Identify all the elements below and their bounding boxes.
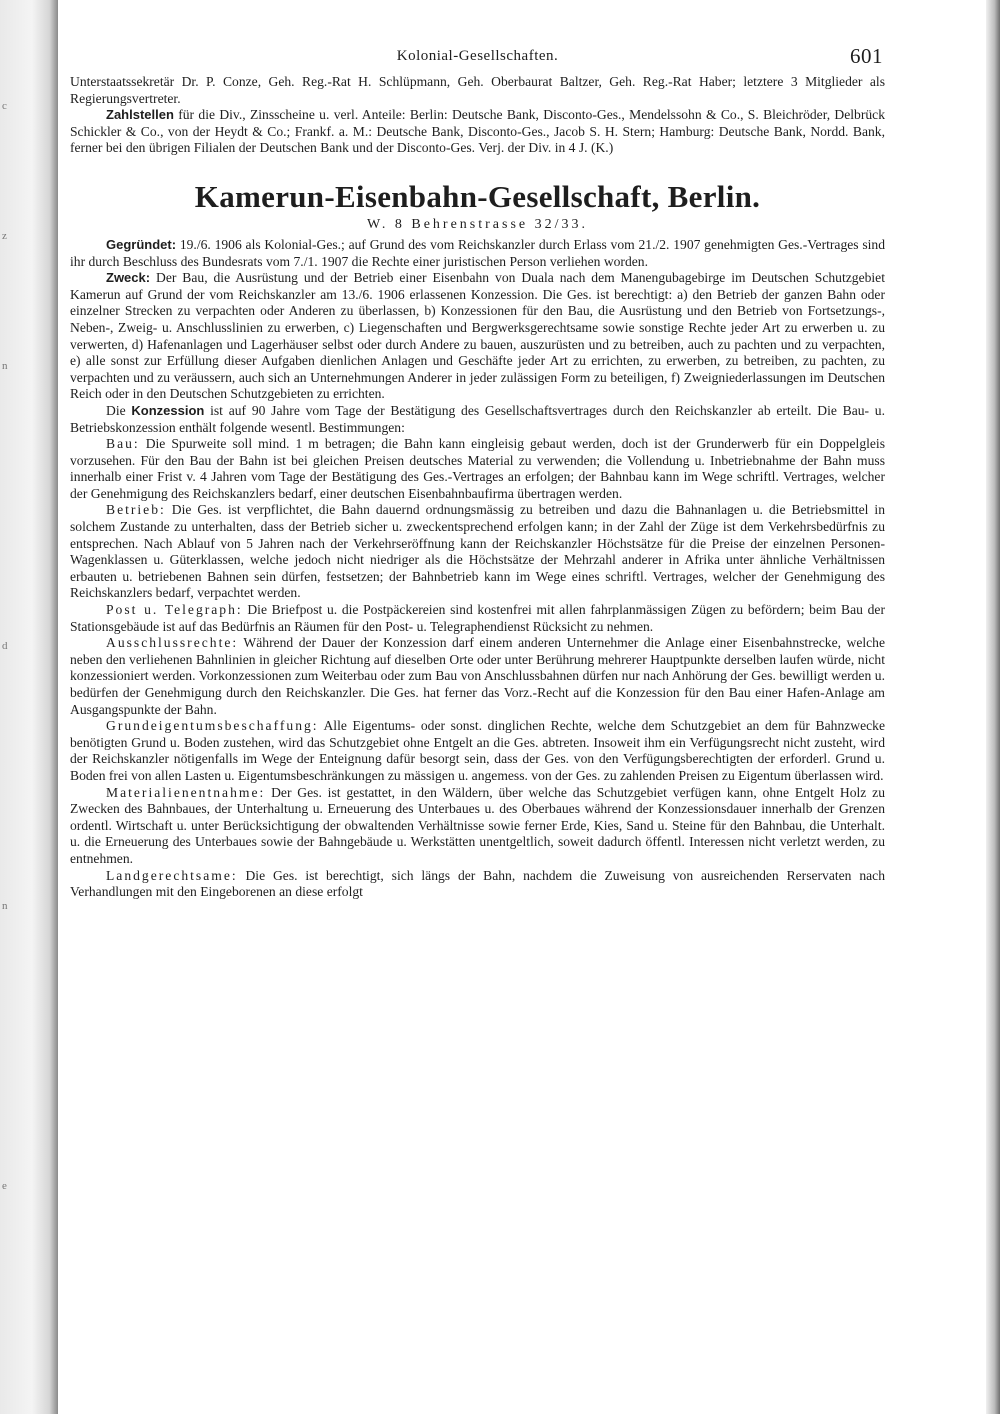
adjacent-page-fragment: c xyxy=(2,100,8,112)
intro-board-paragraph: Unterstaatssekretär Dr. P. Conze, Geh. Reg.-Rat H. Schlüpmann, Geh. Oberbaurat Baltzer, Geh. Reg.-Rat Haber; letztere 3 Mitglieder als Regierungsvertreter. xyxy=(70,74,885,106)
adjacent-page-fragment: e xyxy=(2,1180,8,1192)
zahlstellen-paragraph xyxy=(70,107,885,157)
header-title: Kolonial-Gesellschaften. xyxy=(396,48,559,64)
company-heading: Kamerun-Eisenbahn-Gesellschaft, Berlin. xyxy=(194,178,761,214)
bau-label: Bau: xyxy=(106,436,140,452)
materialien-paragraph xyxy=(70,785,885,868)
post-paragraph xyxy=(70,602,885,635)
book-edge-shadow xyxy=(986,0,1000,1414)
adjacent-page-fragment: n xyxy=(2,900,9,912)
landgerechtsame-label: Landgerechtsame: xyxy=(106,867,238,883)
konzession-label: Konzession xyxy=(131,402,205,418)
page-content xyxy=(70,40,885,901)
page-number: 601 xyxy=(850,44,883,68)
konzession-text: ist auf 90 Jahre vom Tage der Bestätigung des Gesellschaftsvertrages durch den Reichskanzler ab erteilt. Die Bau- u. Betriebskonzession enthält folgende wesentl. Bestimmungen: xyxy=(70,402,886,435)
grundeigentum-label: Grundeigentumsbeschaffung: xyxy=(106,718,319,734)
grundeigentum-text: Alle Eigentums- oder sonst. dinglichen Rechte, welche dem Schutzgebiet an dem für Bahnzwecke benötigten Grund u. Boden zustehen, wird das Schutzgebiet ohne Entgelt an die Ges. abtreten. Insoweit ihm ein Verfügungsrecht nicht zusteht, wird der Reichskanzler nötigenfalls im Wege der Enteignung dafür besorgt sein, dass der Ges. von den Verfügungsberechtigten der erforderl. Grund u. Boden frei von allen Lasten u. Eigentumsbeschränkungen zu mässigen u. angemess. von der Ges. zu zahlenden Preisen zu Eigentum überlassen wird. xyxy=(70,718,885,783)
landgerechtsame-text: Die Ges. ist berechtigt, sich längs der Bahn, nachdem die Zuweisung von ausreichenden Rerservaten nach Verhandlungen mit den Eingeborenen an diese erfolgt xyxy=(70,867,885,900)
landgerechtsame-paragraph xyxy=(70,868,885,901)
ausschlussrechte-paragraph xyxy=(70,635,885,718)
betrieb-text: Die Ges. ist verpflichtet, die Bahn dauernd ordnungsmässig zu betreiben und dazu die Bahnanlagen u. die Betriebsmittel in solchem Zustande zu unterhalten, dass der Betrieb sicher u. zweckentsprechend erfolgen kann; in der Zahl der Züge ist dem Verkehrsbedürfnis zu entsprechen. Nach Ablauf von 5 Jahren nach der Verkehrseröffnung kann der Reichskanzler Höchstsätze für die Preise der einzelnen Personen-Wagenklassen u. Güterklassen, welche jedoch nicht niedriger als die Höchstsätze der Mehrzahl anderer in Afrika unter ähnliche Verhältnissen erbauten u. betriebenen Bahnen sein dürfen, festsetzen; der Bahnbetrieb kann im Wege eines schriftl. Vertrages, welcher der Genehmigung des Reichskanzlers bedarf, verpachtet werden. xyxy=(70,502,885,601)
konzession-prefix: Die xyxy=(106,402,132,418)
adjacent-page-fragment: n xyxy=(2,360,9,372)
zweck-paragraph xyxy=(70,270,885,403)
zweck-text: Der Bau, die Ausrüstung und der Betrieb einer Eisenbahn von Duala nach dem Manengubagebirge im Deutschen Schutzgebiet Kamerun auf Grund der vom Reichskanzler am 13./6. 1906 erlassenen Konzession. Die Ges. ist berechtigt: a) den Betrieb der ganzen Bahn oder einzelner Strecken zu verpachten oder Anderen zu überlassen, b) Konzessionen für den Bau, die Ausrüstung und den Betrieb von Fortsetzungs-, Neben-, Zweig- u. Anschlusslinien zu erwerben, c) Liegenschaften und Bergwerksgerechtsame sowie sonstige Rechte jeder Art zu erwerben u. zu verwerten, d) Hafenanlagen und Lagerhäuser selbst oder durch Andere zu bauen, auszurüsten und zu betreiben, auch zu pachten und zu verpachten, e) alle sonst zur Erfüllung dieser Aufgaben dienlichen Anlagen und Geschäfte jeder Art zu errichten, zu erwerben, zu betreiben, zu pachten, zu verpachten und zu veräussern, auch sich an Unternehmungen Anderer in jeder zulässigen Form zu beteiligen, f) Zweigniederlassungen im Deutschen Reich oder in den Deutschen Schutzgebieten zu errichten. xyxy=(70,270,885,402)
running-header xyxy=(70,40,885,74)
adjacent-page-fragment: z xyxy=(2,230,8,242)
gegruendet-text: 19./6. 1906 als Kolonial-Ges.; auf Grund des vom Reichskanzler durch Erlass vom 21./2. 1907 genehmigten Ges.-Vertrages sind ihr durch Beschluss des Bundesrats vom 7./1. 1907 die Rechte einer juristischen Person verliehen worden. xyxy=(70,236,885,269)
gegruendet-label: Gegründet: xyxy=(106,236,177,252)
betrieb-label: Betrieb: xyxy=(106,502,166,518)
company-address: W. 8 Behrenstrasse 32/33. xyxy=(366,216,589,232)
post-label: Post u. Telegraph: xyxy=(106,602,243,618)
betrieb-paragraph xyxy=(70,502,885,602)
zahlstellen-label: Zahlstellen xyxy=(106,107,174,123)
materialien-text: Der Ges. ist gestattet, in den Wäldern, über welche das Schutzgebiet verfügen kann, ohne Entgelt Holz zu Zwecken des Bahnbaues, der Unterhaltung u. Erneuerung des Unterbaues u. des Oberbaues während der Konzessionsdauer innerhalb der Grenzen ordentl. Wirtschaft u. unter Berücksichtigung der obwaltenden Verhältnisse sowie ferner Erde, Kies, Sand u. Steine für den Bahnbau, die Unterhalt. u. die Erneuerung des Unterbaues sowie der Bahngebäude u. Werkstätten unentgeltlich, soweit dadurch öffentl. Interessen nicht verletzt werden, zu entnehmen. xyxy=(70,784,885,866)
ausschlussrechte-label: Ausschlussrechte: xyxy=(106,635,239,651)
bau-paragraph xyxy=(70,436,885,502)
zahlstellen-text: für die Div., Zinsscheine u. verl. Anteile: Berlin: Deutsche Bank, Disconto-Ges., Mendelssohn & Co., S. Bleichröder, Delbrück Schickler & Co., von der Heydt & Co.; Frankf. a. M.: Deutsche Bank, Disconto-Ges., Jacob S. H. Stern; Hamburg: Deutsche Bank, Nordd. Bank, ferner bei den übrigen Filialen der Deutschen Bank und der Disconto-Ges. Verj. der Div. in 4 J. (K.) xyxy=(70,107,885,156)
grundeigentum-paragraph xyxy=(70,718,885,784)
adjacent-page-strip xyxy=(0,0,58,1414)
bau-text: Die Spurweite soll mind. 1 m betragen; die Bahn kann eingleisig gebaut werden, doch ist der Grunderwerb für ein Doppelgleis vorzusehen. Für den Bau der Bahn ist bei gleichen Preisen deutsches Material zu verwenden; die Vollendung u. Inbetriebnahme der Bahn muss innerhalb einer Frist v. 4 Jahren vom Tage der Bestätigung des Ges.-Vertrages an erfolgen; der Bahnbau kann im Wege schriftl. Vertrages, welcher der Genehmigung des Reichskanzlers bedarf, einer deutschen Eisenbahnbaufirma übertragen werden. xyxy=(70,436,885,501)
post-text: Die Briefpost u. die Postpäckereien sind kostenfrei mit allen fahrplanmässigen Zügen zu befördern; beim Bau der Stationsgebäude ist auf das Bedürfnis an Räumen für den Post- u. Telegraphendienst Rücksicht zu nehmen. xyxy=(70,602,885,634)
zweck-label: Zweck: xyxy=(106,270,151,286)
ausschlussrechte-text: Während der Dauer der Konzession darf einem anderen Unternehmer die Anlage einer Eisenbahnstrecke, welche neben den verliehenen Bahnlinien in gleicher Richtung auf dieselben Orte oder unter Berührung mehrerer Hauptpunkte derselben laufen würde, nicht konzessioniert werden. Vorkonzessionen zum Weiterbau oder zum Bau von Anschlussbahnen dürfen nur nach Anhörung der Ges. bewilligt werden u. bedürfen der Genehmigung durch den Reichskanzler. Die Ges. hat ferner das Vorz.-Recht auf die Konzession für den Bau einer Hafen-Anlage am Ausgangspunkte der Bahn. xyxy=(70,635,885,717)
konzession-paragraph xyxy=(70,403,885,436)
materialien-label: Materialienentnahme: xyxy=(106,784,266,800)
gegruendet-paragraph xyxy=(70,237,885,270)
adjacent-page-fragment: d xyxy=(2,640,9,652)
